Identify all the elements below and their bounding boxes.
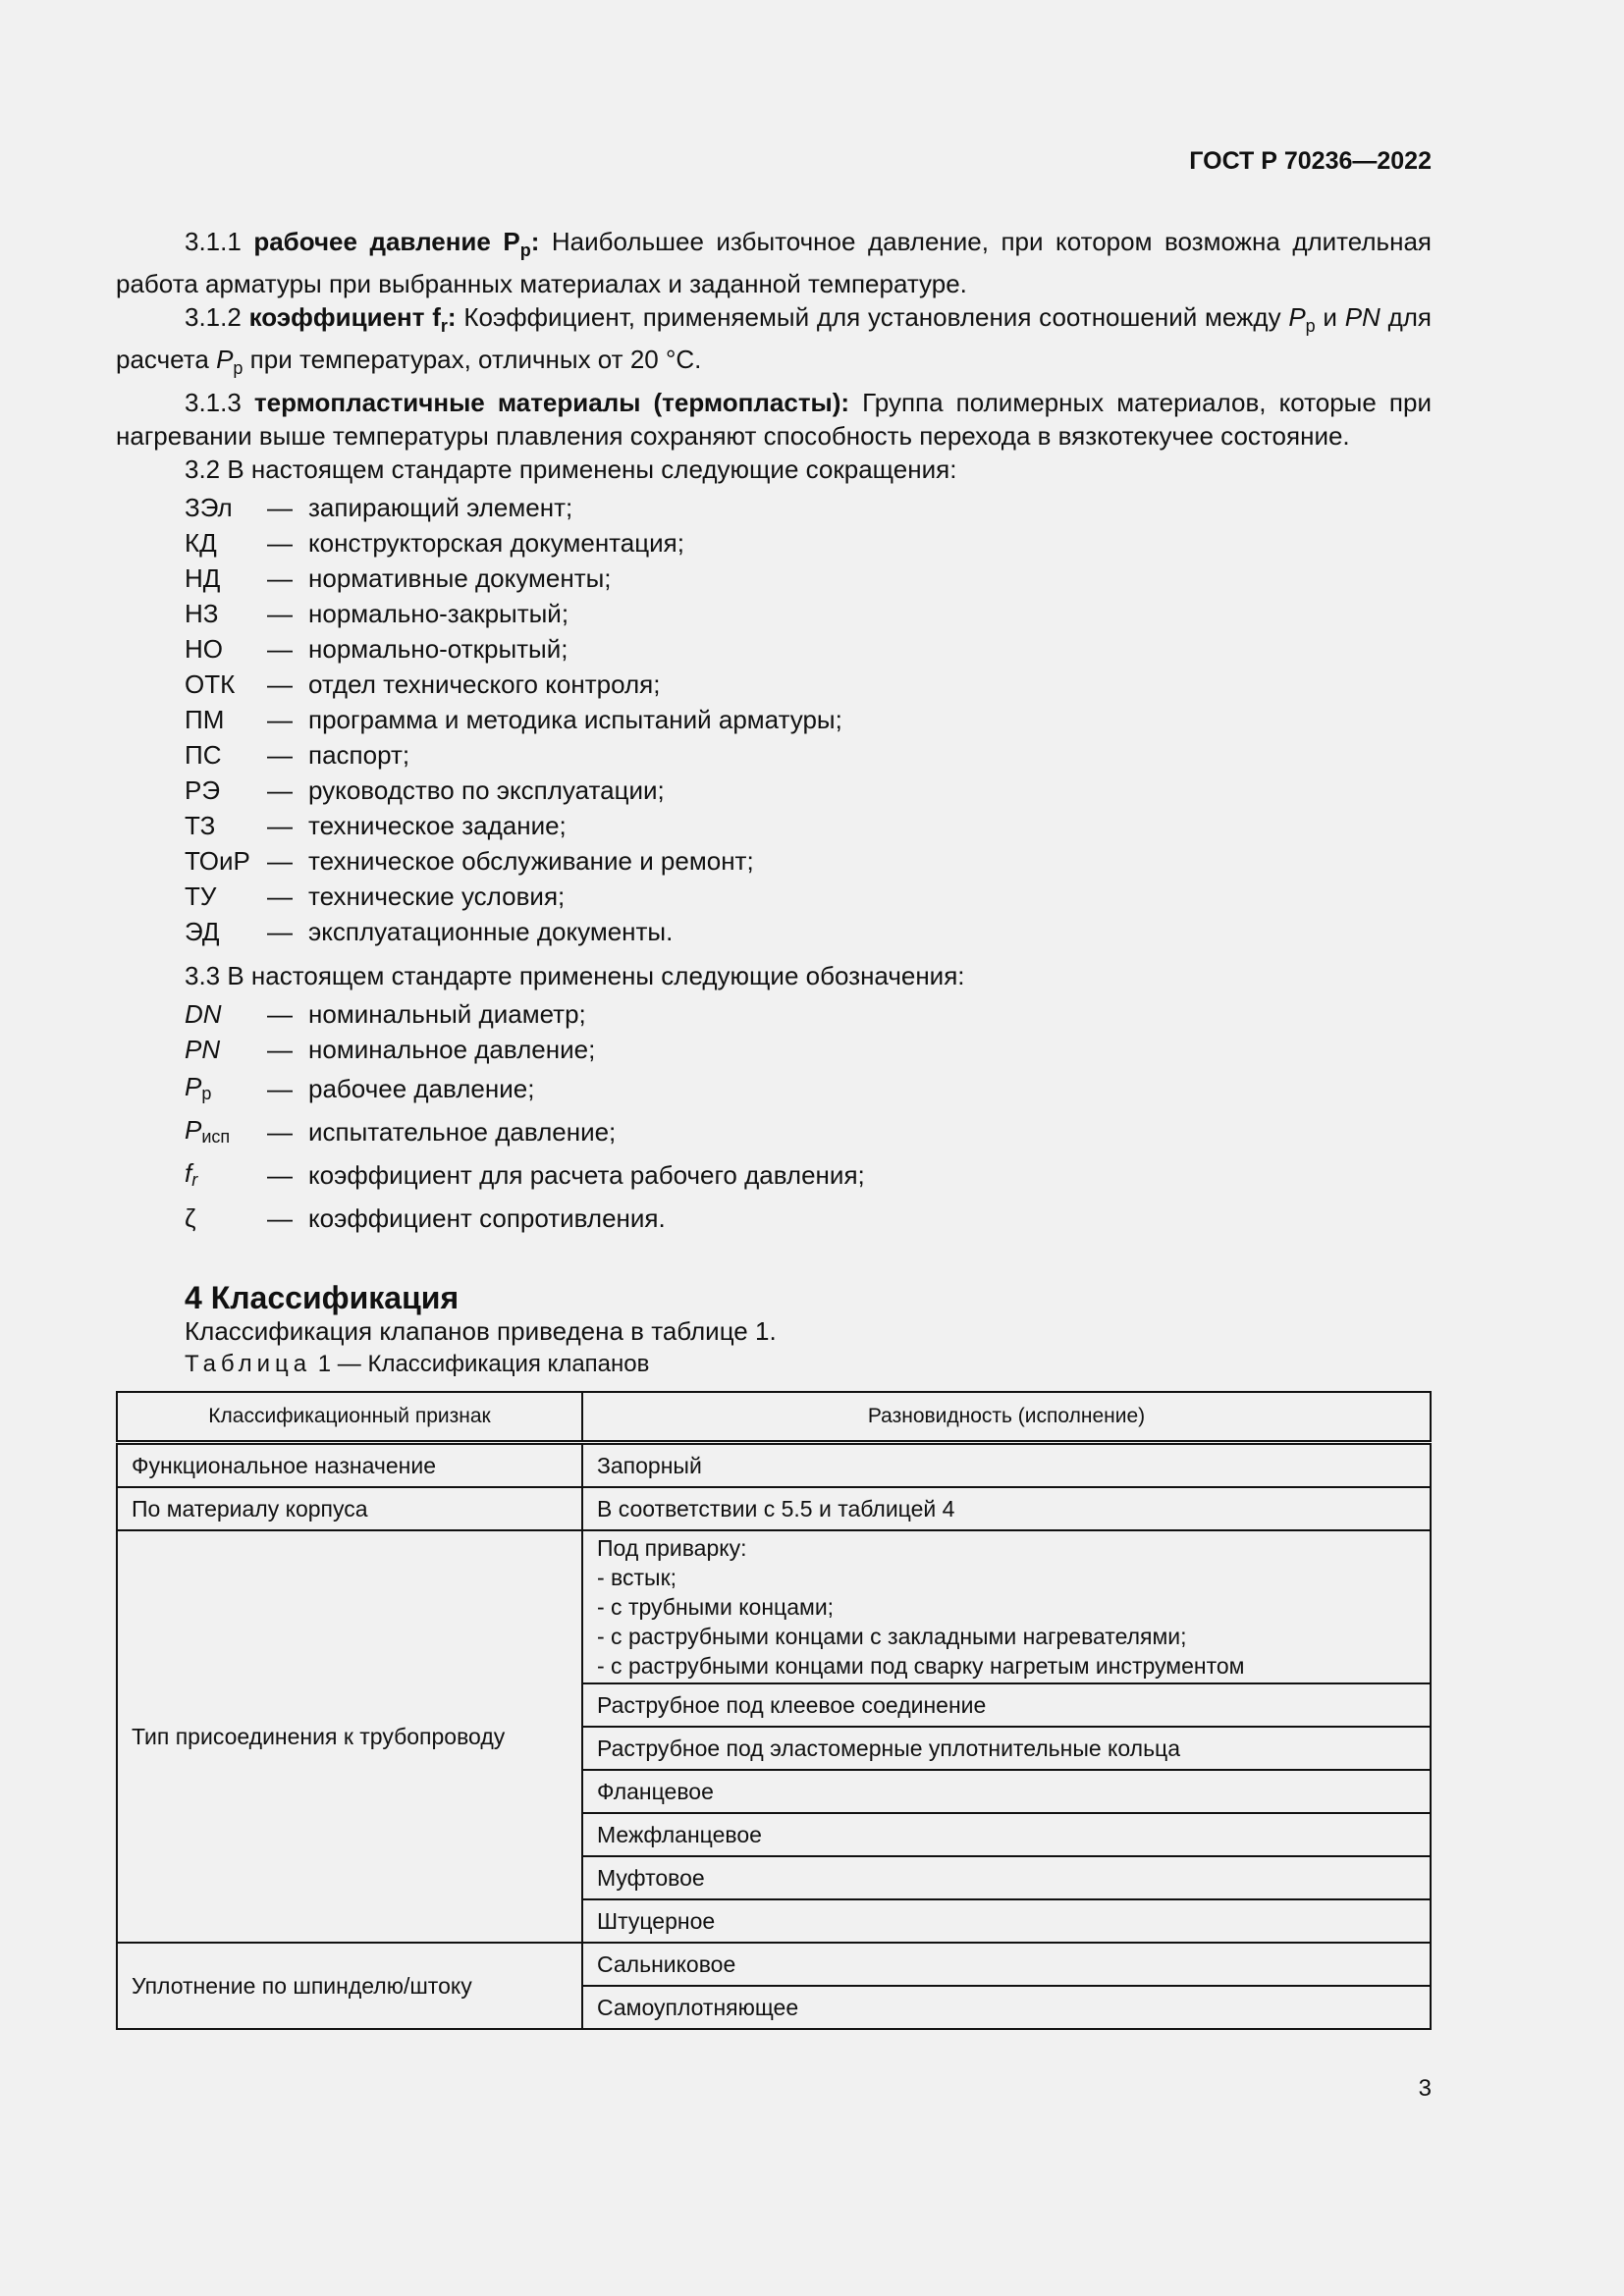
document-page	[116, 0, 1432, 2296]
list-item: DN — номинальный диаметр;	[185, 998, 586, 1029]
table-row	[117, 1487, 1431, 1530]
list-item: $P_р$ — рабочее давление;	[185, 1072, 535, 1104]
table-row	[117, 1530, 1431, 1683]
list-item: $f_r$ — коэффициент для расчета рабочего давления;	[185, 1158, 865, 1191]
symbol-list	[185, 996, 1432, 1240]
table-cell: Запорный	[582, 1442, 1431, 1487]
definition-3-1-2: 3.1.2 коэффициент $f_r$: Коэффициент, применяемый для установления соотношений между $P_р$ и PN для расчета $P_р$ при температурах, отличных от 20 °С.	[116, 302, 1432, 379]
list-item: ТУ — технические условия;	[185, 881, 566, 911]
section-heading: 4 Классификация	[185, 1279, 460, 1315]
table-header-row	[117, 1392, 1431, 1443]
table-row	[117, 1442, 1431, 1487]
list-item: ПС — паспорт;	[185, 739, 410, 770]
abbr-intro: 3.2 В настоящем стандарте применены следующие сокращения:	[185, 454, 957, 484]
table-cell: Раструбное под эластомерные уплотнительные кольца	[582, 1727, 1431, 1770]
table-caption: Таблица 1 — Классификация клапанов	[185, 1350, 650, 1377]
list-item: НО — нормально-открытый;	[185, 633, 568, 664]
page-number: 3	[1418, 2075, 1432, 2102]
table-cell: Муфтовое	[582, 1856, 1431, 1899]
list-item: ТЗ — техническое задание;	[185, 810, 567, 840]
list-item: PN — номинальное давление;	[185, 1034, 596, 1064]
body-text	[116, 225, 1432, 2030]
table-cell: Штуцерное	[582, 1899, 1431, 1943]
table-cell: Самоуплотняющее	[582, 1986, 1431, 2029]
list-item: ТОиР — техническое обслуживание и ремонт;	[185, 845, 754, 876]
list-item: РЭ — руководство по эксплуатации;	[185, 774, 665, 805]
table-cell: Функциональное назначение	[117, 1442, 582, 1487]
list-item: ПМ — программа и методика испытаний арматуры;	[185, 704, 842, 734]
list-item: ЗЭл — запирающий элемент;	[185, 492, 573, 522]
table-cell: По материалу корпуса	[117, 1487, 582, 1530]
table-cell: Фланцевое	[582, 1770, 1431, 1813]
list-item: НЗ — нормально-закрытый;	[185, 598, 569, 628]
table-cell: Сальниковое	[582, 1943, 1431, 1986]
definition-3-1-3: 3.1.3 термопластичные материалы (термопласты): Группа полимерных материалов, которые при нагревании выше температуры плавления сохраняют способность перехода в вязкотекучее состояние.	[116, 387, 1432, 451]
table-cell: В соответствии с 5.5 и таблицей 4	[582, 1487, 1431, 1530]
definition-3-1-1: 3.1.1 рабочее давление $P_р$: Наибольшее избыточное давление, при котором возможна длительная работа арматуры при выбранных материалах и заданной температуре.	[116, 227, 1433, 299]
table-header-cell: Разновидность (исполнение)	[582, 1392, 1431, 1443]
table-cell: Тип присоединения к трубопроводу	[117, 1530, 582, 1943]
list-item: ОТК — отдел технического контроля;	[185, 668, 661, 699]
list-item: ζ — коэффициент сопротивления.	[185, 1202, 666, 1233]
table-row	[117, 1943, 1431, 1986]
list-item: КД — конструкторская документация;	[185, 527, 684, 558]
sym-intro: 3.3 В настоящем стандарте применены следующие обозначения:	[185, 960, 965, 990]
table-cell: Раструбное под клеевое соединение	[582, 1683, 1431, 1727]
list-item: НД — нормативные документы;	[185, 562, 612, 593]
abbreviation-list	[185, 490, 1432, 949]
table-cell: Уплотнение по шпинделю/штоку	[117, 1943, 582, 2029]
table-cell: Межфланцевое	[582, 1813, 1431, 1856]
classification-table	[116, 1391, 1432, 2030]
section-intro: Классификация клапанов приведена в таблице 1.	[185, 1315, 777, 1346]
doc-id: ГОСТ Р 70236—2022	[1189, 147, 1432, 175]
table-cell: Под приварку: - встык; - с трубными концами; - с раструбными концами с закладными нагревателями; - с раструбными концами под сварку нагретым инструментом	[582, 1530, 1431, 1683]
list-item: ЭД — эксплуатационные документы.	[185, 916, 674, 946]
list-item: $P_{исп}$ — испытательное давление;	[185, 1115, 617, 1148]
table-header-cell: Классификационный признак	[117, 1392, 582, 1443]
